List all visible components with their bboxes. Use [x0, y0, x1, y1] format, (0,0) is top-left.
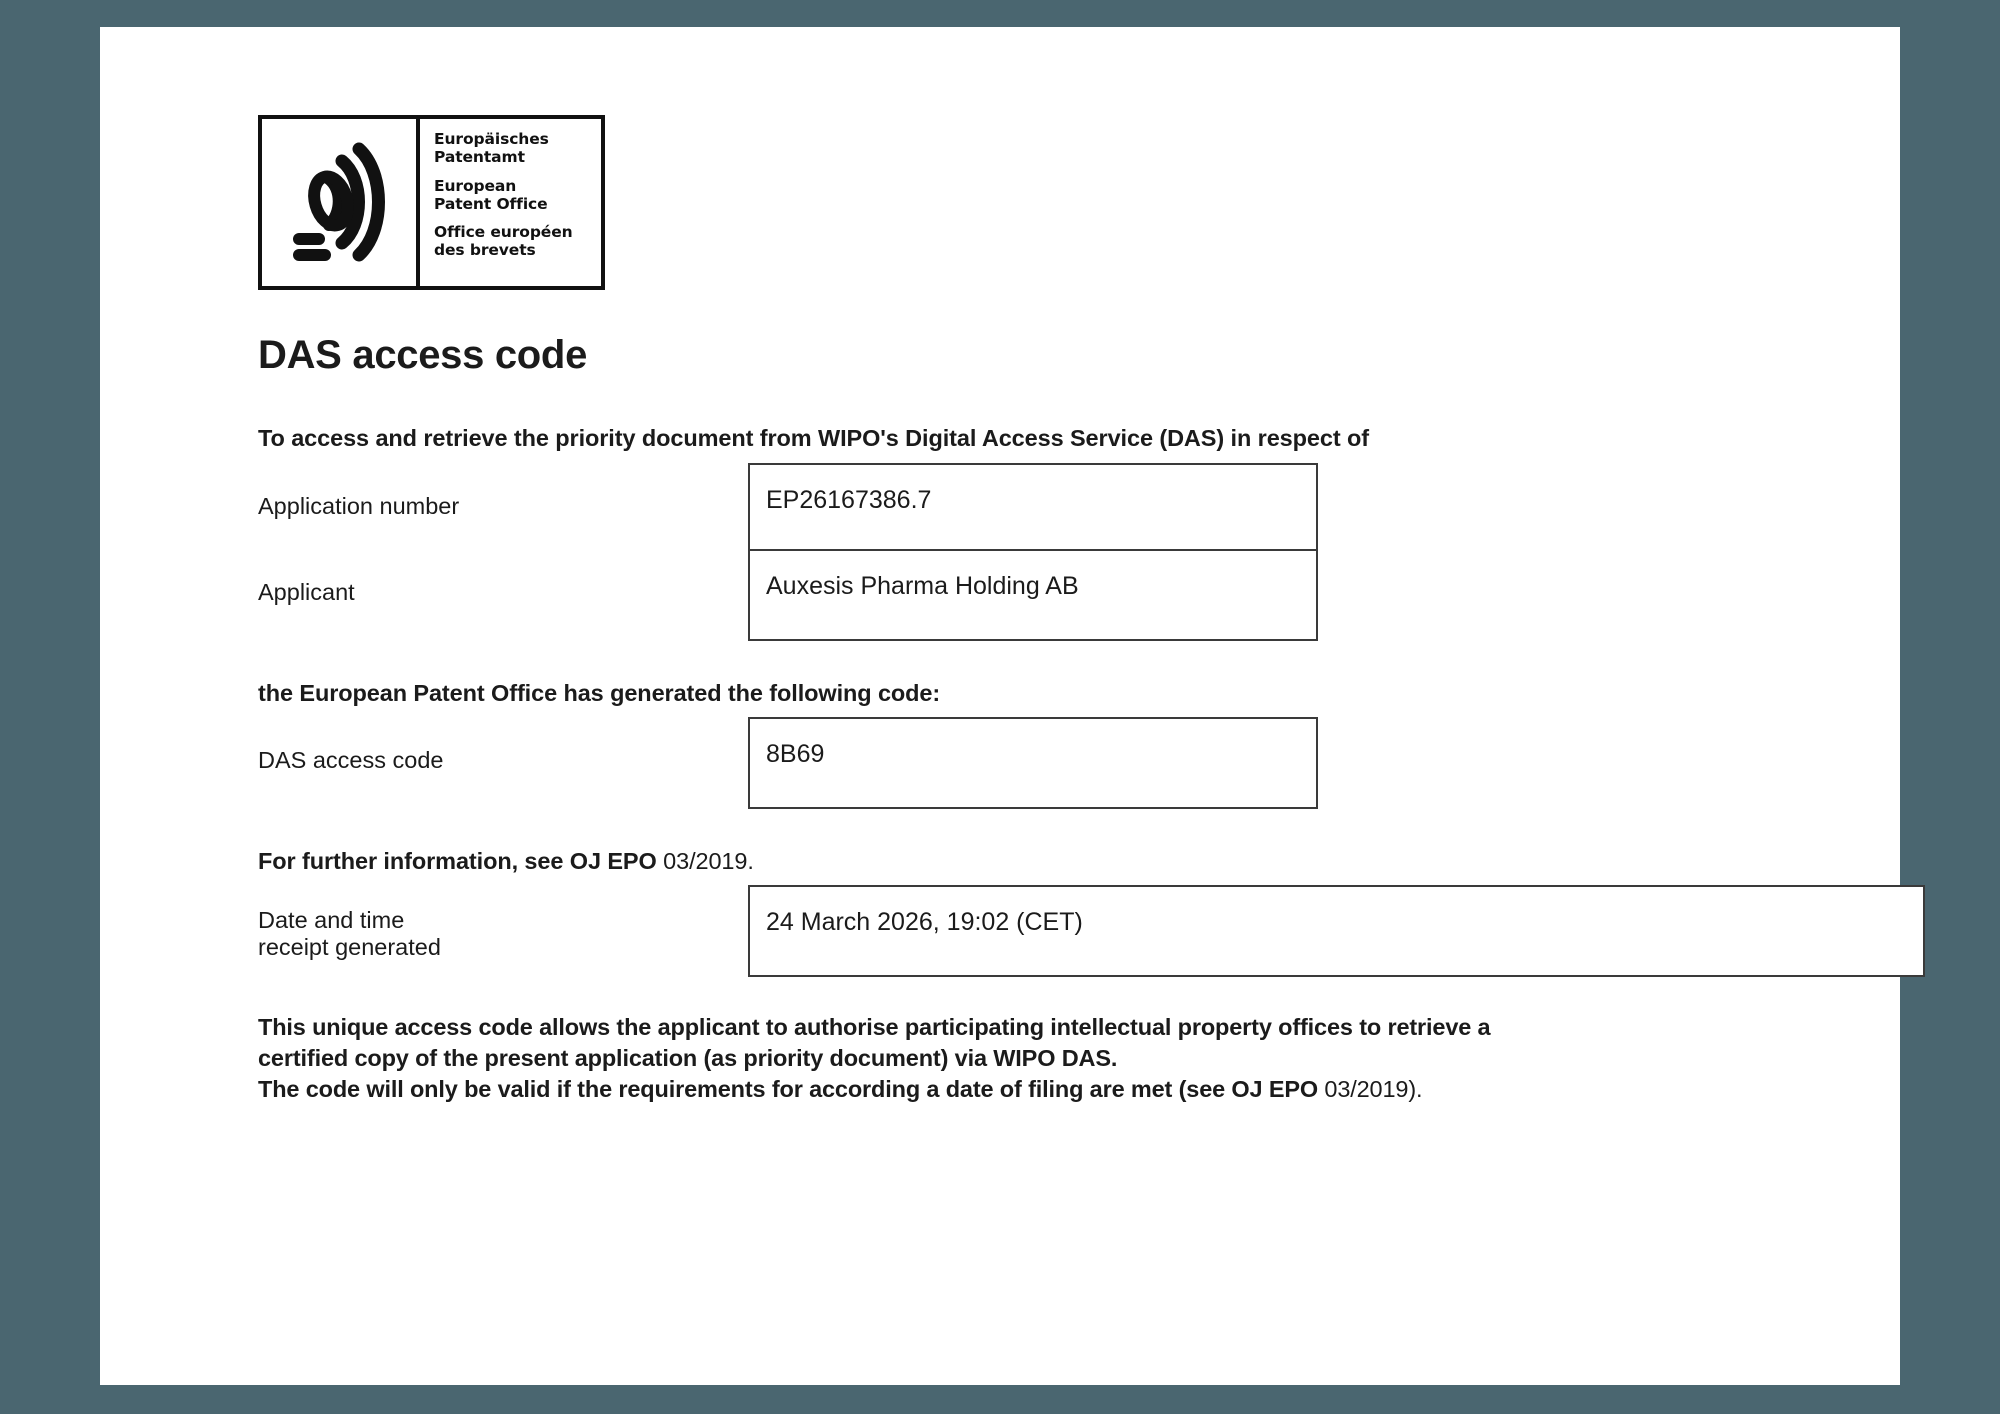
- logo-line-de-2: Patentamt: [434, 148, 525, 167]
- document-page: [100, 27, 1900, 1385]
- logo-line-en-1: European: [434, 176, 517, 195]
- das-access-code-label: DAS access code: [258, 747, 444, 773]
- footer-note-line3-issue: 03/2019).: [1324, 1076, 1423, 1103]
- application-number-label: Application number: [258, 493, 460, 519]
- epo-logo-text: [420, 119, 601, 286]
- intro-statement: To access and retrieve the priority document from WIPO's Digital Access Service (DAS) in respect of: [258, 425, 1369, 451]
- date-time-label-line1: Date and time: [258, 907, 405, 933]
- further-information-issue: 03/2019.: [663, 848, 754, 874]
- further-information-statement: [258, 848, 754, 875]
- footer-note: [258, 1012, 1778, 1105]
- date-time-value: 24 March 2026, 19:02 (CET): [766, 908, 1083, 936]
- page-title: DAS access code: [258, 333, 588, 377]
- footer-note-line1: This unique access code allows the applicant to authorise participating intellectual property offices to retrieve a: [258, 1014, 1491, 1040]
- logo-line-fr-1: Office européen: [434, 223, 573, 242]
- footer-note-line2: certified copy of the present application (as priority document) via WIPO DAS.: [258, 1045, 1118, 1072]
- epo-radial-waves-logo-icon: [262, 119, 420, 286]
- date-time-label-line2: receipt generated: [258, 934, 441, 961]
- further-information-bold: For further information, see OJ EPO: [258, 848, 657, 874]
- application-number-box[interactable]: [748, 463, 1318, 555]
- logo-line-en-2: Patent Office: [434, 194, 548, 213]
- date-time-box[interactable]: [748, 885, 1925, 977]
- generated-statement: the European Patent Office has generated the following code:: [258, 680, 941, 706]
- document-content: [258, 115, 1900, 1385]
- das-access-code-value: 8B69: [766, 740, 825, 768]
- footer-note-line3: [258, 1074, 1778, 1105]
- applicant-box[interactable]: [748, 549, 1318, 641]
- epo-logo: [258, 115, 605, 290]
- application-number-value: EP26167386.7: [766, 486, 932, 514]
- footer-note-line3-bold: The code will only be valid if the requirements for according a date of filing are met (see OJ EPO: [258, 1076, 1319, 1103]
- logo-line-fr-2: des brevets: [434, 241, 536, 260]
- applicant-label: Applicant: [258, 579, 355, 605]
- date-time-label: [258, 907, 441, 961]
- das-access-code-box[interactable]: [748, 717, 1318, 809]
- logo-line-de-1: Europäisches: [434, 130, 549, 148]
- applicant-value: Auxesis Pharma Holding AB: [766, 572, 1079, 600]
